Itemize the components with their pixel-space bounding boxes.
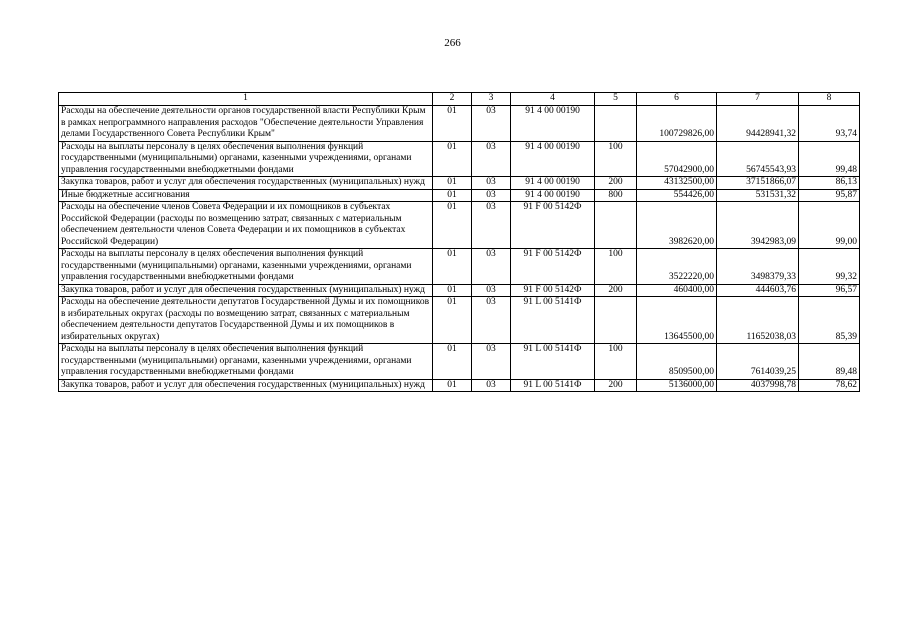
row-description: Закупка товаров, работ и услуг для обеспечения государственных (муниципальных) нужд — [59, 284, 433, 297]
expense-type-code: 200 — [595, 284, 637, 297]
subsection-code: 03 — [472, 297, 511, 344]
planned-amount: 100729826,00 — [637, 106, 717, 142]
expense-type-code — [595, 297, 637, 344]
actual-amount: 531531,32 — [717, 189, 799, 202]
execution-percent: 86,13 — [799, 177, 860, 190]
row-description: Расходы на выплаты персоналу в целях обеспечения выполнения функций государственными (муниципальными) органами, казенными учреждениями, органами управления государственными внебюджетными фондами — [59, 141, 433, 177]
table-row — [59, 177, 860, 190]
expense-type-code — [595, 202, 637, 249]
actual-amount: 444603,76 — [717, 284, 799, 297]
planned-amount: 57042900,00 — [637, 141, 717, 177]
column-header: 8 — [799, 93, 860, 106]
section-code: 01 — [433, 106, 472, 142]
section-code: 01 — [433, 284, 472, 297]
target-item-code: 91 F 00 5142Ф — [511, 202, 595, 249]
execution-percent: 85,39 — [799, 297, 860, 344]
execution-percent: 99,00 — [799, 202, 860, 249]
subsection-code: 03 — [472, 177, 511, 190]
actual-amount: 94428941,32 — [717, 106, 799, 142]
execution-percent: 93,74 — [799, 106, 860, 142]
section-code: 01 — [433, 202, 472, 249]
execution-percent: 95,87 — [799, 189, 860, 202]
actual-amount: 4037998,78 — [717, 379, 799, 392]
table-header-row — [59, 93, 860, 106]
table-row — [59, 106, 860, 142]
subsection-code: 03 — [472, 379, 511, 392]
subsection-code: 03 — [472, 344, 511, 380]
execution-percent: 78,62 — [799, 379, 860, 392]
column-header: 3 — [472, 93, 511, 106]
target-item-code: 91 L 00 5141Ф — [511, 379, 595, 392]
planned-amount: 43132500,00 — [637, 177, 717, 190]
row-description: Закупка товаров, работ и услуг для обеспечения государственных (муниципальных) нужд — [59, 177, 433, 190]
expense-type-code: 200 — [595, 379, 637, 392]
table-row — [59, 284, 860, 297]
table-body — [59, 106, 860, 392]
column-header: 4 — [511, 93, 595, 106]
table-row — [59, 344, 860, 380]
section-code: 01 — [433, 189, 472, 202]
expense-type-code — [595, 106, 637, 142]
subsection-code: 03 — [472, 249, 511, 285]
planned-amount: 460400,00 — [637, 284, 717, 297]
column-header: 6 — [637, 93, 717, 106]
execution-percent: 99,32 — [799, 249, 860, 285]
planned-amount: 13645500,00 — [637, 297, 717, 344]
table-row — [59, 189, 860, 202]
expense-type-code: 100 — [595, 249, 637, 285]
section-code: 01 — [433, 177, 472, 190]
actual-amount: 7614039,25 — [717, 344, 799, 380]
expense-type-code: 200 — [595, 177, 637, 190]
subsection-code: 03 — [472, 284, 511, 297]
row-description: Расходы на обеспечение деятельности органов государственной власти Республики Крым в рамках непрограммного направления расходов "Обеспечение деятельности Управления делами Государственного Совета Республики Крым" — [59, 106, 433, 142]
column-header: 2 — [433, 93, 472, 106]
target-item-code: 91 4 00 00190 — [511, 141, 595, 177]
actual-amount: 56745543,93 — [717, 141, 799, 177]
table-row — [59, 297, 860, 344]
target-item-code: 91 4 00 00190 — [511, 189, 595, 202]
row-description: Расходы на выплаты персоналу в целях обеспечения выполнения функций государственными (муниципальными) органами, казенными учреждениями, органами управления государственными внебюджетными фондами — [59, 249, 433, 285]
row-description: Закупка товаров, работ и услуг для обеспечения государственных (муниципальных) нужд — [59, 379, 433, 392]
row-description: Расходы на выплаты персоналу в целях обеспечения выполнения функций государственными (муниципальными) органами, казенными учреждениями, органами управления государственными внебюджетными фондами — [59, 344, 433, 380]
column-header: 1 — [59, 93, 433, 106]
section-code: 01 — [433, 344, 472, 380]
subsection-code: 03 — [472, 106, 511, 142]
actual-amount: 3498379,33 — [717, 249, 799, 285]
planned-amount: 8509500,00 — [637, 344, 717, 380]
section-code: 01 — [433, 297, 472, 344]
expense-type-code: 100 — [595, 344, 637, 380]
execution-percent: 99,48 — [799, 141, 860, 177]
table-row — [59, 379, 860, 392]
expense-type-code: 100 — [595, 141, 637, 177]
actual-amount: 37151866,07 — [717, 177, 799, 190]
column-header: 5 — [595, 93, 637, 106]
target-item-code: 91 L 00 5141Ф — [511, 344, 595, 380]
target-item-code: 91 4 00 00190 — [511, 106, 595, 142]
table-row — [59, 141, 860, 177]
row-description: Расходы на обеспечение членов Совета Федерации и их помощников в субъектах Российской Федерации (расходы по возмещению затрат, связанных с материальным обеспечением деятельности членов Совета Федерации и их помощников в субъектах Российской Федерации) — [59, 202, 433, 249]
page-number: 266 — [444, 37, 461, 49]
section-code: 01 — [433, 141, 472, 177]
execution-percent: 89,48 — [799, 344, 860, 380]
subsection-code: 03 — [472, 202, 511, 249]
planned-amount: 554426,00 — [637, 189, 717, 202]
section-code: 01 — [433, 379, 472, 392]
target-item-code: 91 F 00 5142Ф — [511, 284, 595, 297]
column-header: 7 — [717, 93, 799, 106]
subsection-code: 03 — [472, 141, 511, 177]
actual-amount: 11652038,03 — [717, 297, 799, 344]
actual-amount: 3942983,09 — [717, 202, 799, 249]
row-description: Расходы на обеспечение деятельности депутатов Государственной Думы и их помощников в избирательных округах (расходы по возмещению затрат, связанных с материальным обеспечением деятельности депутатов Государственной Думы и их помощников в избирательных округах) — [59, 297, 433, 344]
execution-percent: 96,57 — [799, 284, 860, 297]
section-code: 01 — [433, 249, 472, 285]
target-item-code: 91 L 00 5141Ф — [511, 297, 595, 344]
table-row — [59, 202, 860, 249]
row-description: Иные бюджетные ассигнования — [59, 189, 433, 202]
target-item-code: 91 4 00 00190 — [511, 177, 595, 190]
expense-type-code: 800 — [595, 189, 637, 202]
budget-table — [58, 92, 860, 392]
planned-amount: 3522220,00 — [637, 249, 717, 285]
subsection-code: 03 — [472, 189, 511, 202]
table-row — [59, 249, 860, 285]
planned-amount: 3982620,00 — [637, 202, 717, 249]
target-item-code: 91 F 00 5142Ф — [511, 249, 595, 285]
planned-amount: 5136000,00 — [637, 379, 717, 392]
